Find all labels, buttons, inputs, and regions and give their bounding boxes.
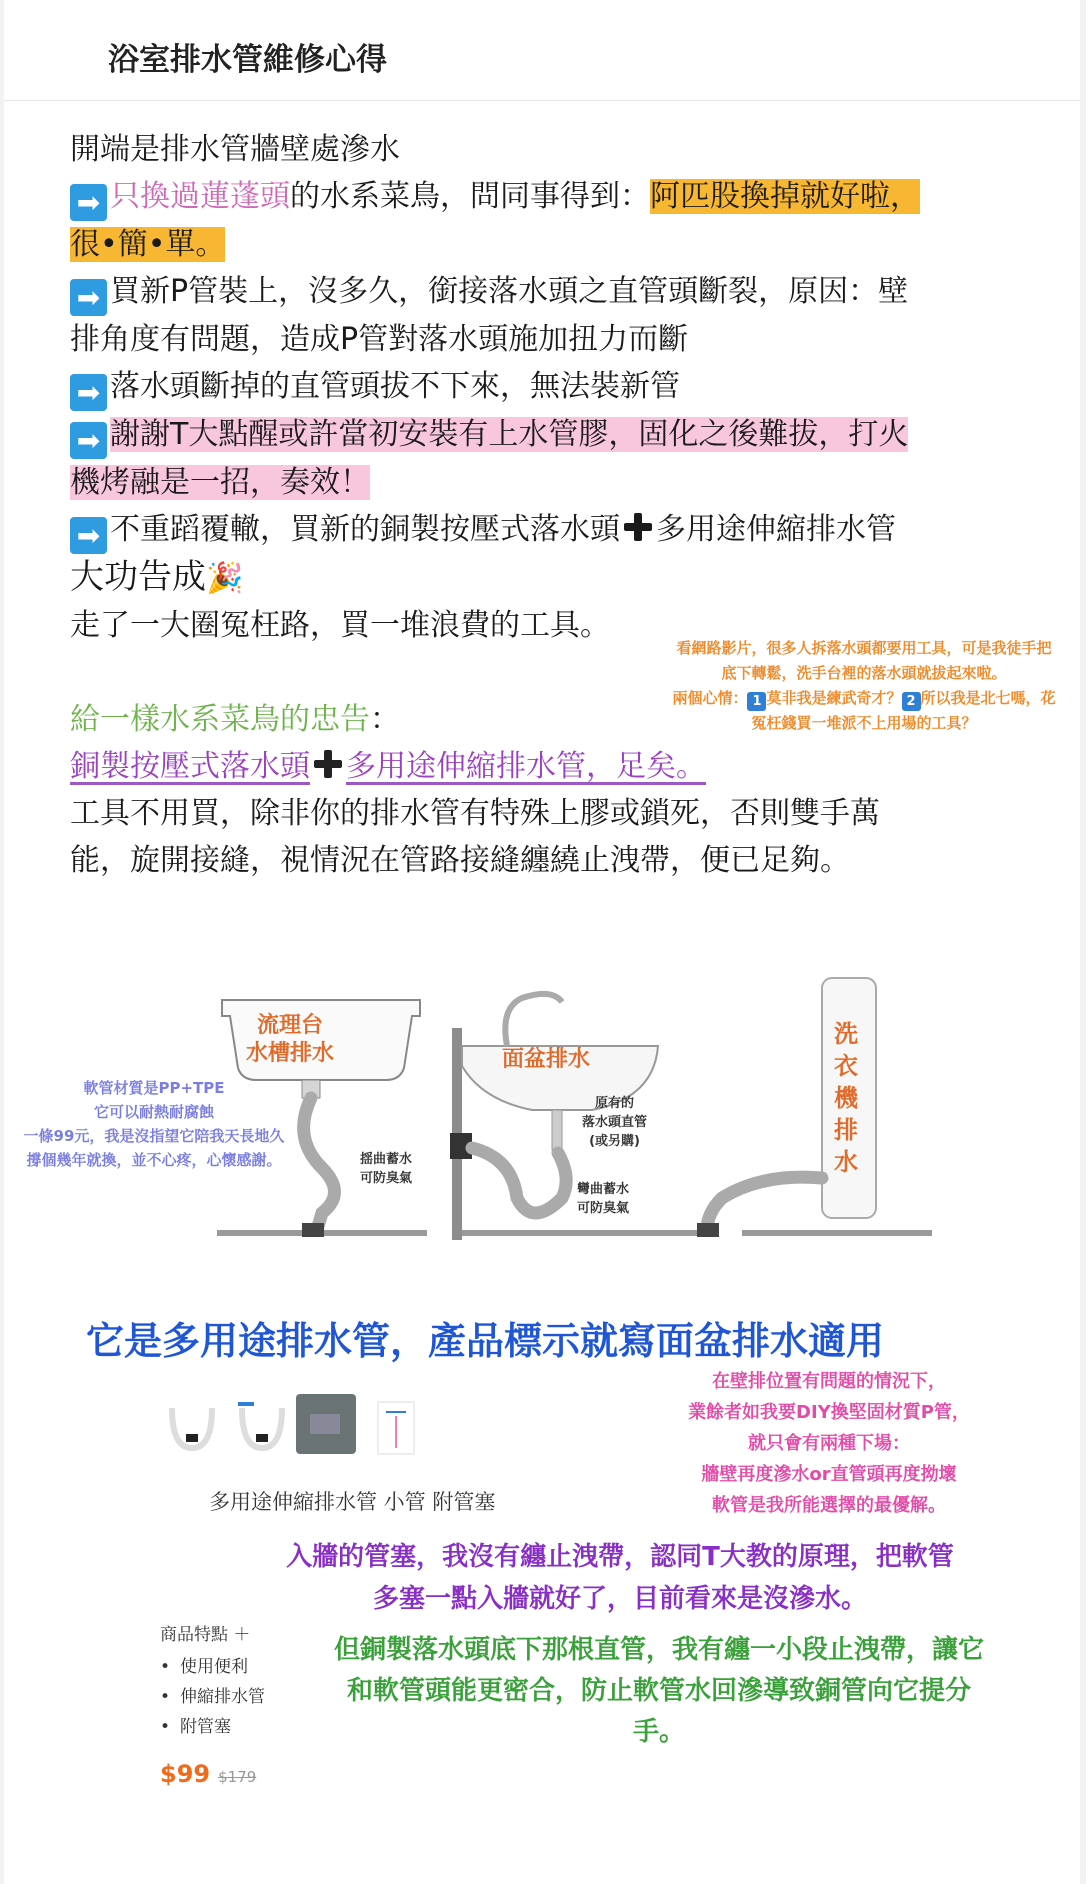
- feature-item: • 附管塞: [160, 1712, 265, 1742]
- features-toggle[interactable]: 商品特點 ＋: [160, 1625, 251, 1645]
- note-line: 軟管材質是PP+TPE: [83, 1079, 225, 1097]
- hose-image: [164, 1400, 220, 1456]
- text-line: 多用途伸縮排水管: [656, 512, 896, 547]
- paragraph: [70, 411, 1030, 459]
- text-line: 銅製按壓式落水頭: [70, 749, 310, 784]
- number-one-icon: 1: [747, 692, 766, 711]
- text-line: 買新P管裝上，沒多久，銜接落水頭之直管頭斷裂，原因：壁: [110, 274, 909, 309]
- paragraph: [70, 837, 1030, 884]
- note-line: 在壁排位置有問題的情況下，: [712, 1371, 946, 1392]
- feature-item: • 使用便利: [160, 1652, 265, 1682]
- note-line: 軟管是我所能選擇的最優解。: [712, 1495, 946, 1516]
- product-price: [160, 1760, 256, 1788]
- arrow-right-icon: ➡: [70, 422, 107, 459]
- label-line: 水槽排水: [246, 1041, 335, 1066]
- text-line: 莫非我是練武奇才？: [766, 689, 902, 707]
- paragraph: [70, 316, 1030, 363]
- text-line: 落水頭斷掉的直管頭拔不下來，無法裝新管: [110, 369, 680, 404]
- post-body: [70, 126, 1030, 884]
- note-line: 看網路影片，很多人拆落水頭都要用工具，可是我徒手把: [676, 639, 1052, 657]
- bend-note: [577, 1180, 629, 1218]
- text-highlight-pink: 只換過蓮蓬頭: [110, 179, 290, 214]
- note-line: 彎曲蓄水: [577, 1182, 630, 1197]
- product-thumbnail[interactable]: [234, 1400, 290, 1456]
- post-header: [4, 0, 1080, 101]
- arrow-right-icon: ➡: [70, 184, 107, 221]
- label-line: 流理台: [257, 1013, 324, 1038]
- arrow-right-icon: ➡: [70, 279, 107, 316]
- text-line: 兩個心情：: [672, 689, 748, 707]
- note-line: 入牆的管塞，我沒有纏止洩帶，認同T大教的原理，把軟管: [286, 1542, 954, 1572]
- note-line: (或另購): [589, 1134, 640, 1149]
- note-line: 多塞一點入牆就好了，目前看來是沒滲水。: [372, 1584, 867, 1614]
- text-highlight-orange: 很•簡•單。: [70, 227, 226, 262]
- product-name[interactable]: 多用途伸縮排水管 小管 附管塞: [209, 1490, 496, 1514]
- note-line: 可防臭氣: [360, 1171, 413, 1186]
- text-line: 不重蹈覆轍，買新的銅製按壓式落水頭: [110, 512, 620, 547]
- text-line: 走了一大圈冤枉路，買一堆浪費的工具。: [70, 608, 610, 643]
- text-line: 工具不用買，除非你的排水管有特殊上膠或鎖死，否則雙手萬: [70, 796, 880, 831]
- product-thumbnail[interactable]: [164, 1400, 220, 1456]
- note-line: 原有的: [595, 1096, 635, 1111]
- paragraph: [70, 268, 1030, 316]
- basin-label: 面盆排水: [502, 1047, 591, 1072]
- note-line: 冤枉錢買一堆派不上用場的工具？: [751, 714, 977, 732]
- wall-plug-note: [240, 1536, 1000, 1620]
- advice-title: 給一樣水系菜鳥的忠告: [70, 702, 370, 737]
- paragraph: [70, 459, 1030, 506]
- text-highlight-pink: 謝謝T大點醒或許當初安裝有上水管膠，固化之後難拔，打火: [110, 417, 909, 452]
- text-line: 所以我是北七嗎，花: [920, 689, 1056, 707]
- note-line: 就只會有兩種下場：: [748, 1433, 910, 1454]
- washer-label: 洗衣機排水: [834, 1020, 858, 1176]
- note-line: 底下轉鬆，洗手台裡的落水頭就拔起來啦。: [721, 664, 1007, 682]
- note-line: 但銅製落水頭底下那根直管，我有纏一小段止洩帶，讓它: [333, 1635, 984, 1665]
- note-line: 牆壁再度滲水or直管頭再度拗壞: [701, 1464, 957, 1485]
- seal-tape-note: [314, 1630, 1004, 1753]
- note-line: 手。: [632, 1717, 685, 1747]
- note-line: [644, 686, 1084, 711]
- feature-item: • 伸縮排水管: [160, 1682, 265, 1712]
- product-thumbnail[interactable]: [296, 1394, 356, 1454]
- original-pipe-note: [582, 1094, 647, 1151]
- side-note: [644, 636, 1084, 736]
- text-line: 大功告成: [70, 557, 206, 597]
- text-highlight-pink: 機烤融是一招，奏效！: [70, 465, 370, 500]
- bend-note: [360, 1150, 412, 1188]
- spec-image: [368, 1400, 424, 1456]
- product-thumbnail[interactable]: [368, 1400, 424, 1456]
- plus-icon: [312, 748, 344, 780]
- advice-highlight: [70, 749, 706, 784]
- paragraph: [70, 506, 1030, 554]
- text-line: 能，旋開接縫，視情況在管路接縫纏繞止洩帶，便已足夠。: [70, 843, 850, 878]
- number-two-icon: 2: [902, 692, 921, 711]
- note-line: 它可以耐熱耐腐蝕: [93, 1103, 214, 1121]
- note-line: 撐個幾年就換，並不心疼，心懷感謝。: [26, 1151, 282, 1169]
- package-image: [296, 1394, 356, 1454]
- product-features: [160, 1620, 265, 1742]
- post-title: 浴室排水管維修心得: [108, 42, 387, 78]
- paragraph: [70, 790, 1030, 837]
- sink-label: [246, 1012, 334, 1068]
- reason-note: [644, 1366, 1014, 1521]
- party-popper-icon: 🎉: [206, 561, 244, 596]
- note-line: 業餘者如我要DIY換堅固材質P管，: [688, 1402, 970, 1423]
- text-line: 多用途伸縮排水管，足矣。: [346, 749, 706, 784]
- material-note: [4, 1076, 304, 1172]
- original-price: $179: [218, 1768, 257, 1786]
- text-line: ：: [370, 702, 400, 737]
- note-line: 和軟管頭能更密合，防止軟管水回滲導致銅管向它提分: [346, 1676, 971, 1706]
- paragraph: [70, 173, 1030, 221]
- post-card: [4, 0, 1080, 1884]
- current-price: $99: [160, 1760, 211, 1788]
- note-line: 可防臭氣: [577, 1201, 630, 1216]
- note-line: 一條99元，我是沒指望它陪我天長地久: [23, 1127, 285, 1145]
- paragraph: [70, 363, 1030, 411]
- text-line: 排角度有問題，造成P管對落水頭施加扭力而斷: [70, 322, 689, 357]
- arrow-right-icon: ➡: [70, 517, 107, 554]
- arrow-right-icon: ➡: [70, 374, 107, 411]
- paragraph: [70, 743, 1030, 790]
- product-headline: 它是多用途排水管，產品標示就寫面盆排水適用: [86, 1319, 885, 1363]
- note-line: 落水頭直管: [582, 1115, 648, 1130]
- text-highlight-orange: 阿匹股換掉就好啦，: [650, 179, 920, 214]
- text-line: 開端是排水管牆壁處滲水: [70, 132, 400, 167]
- note-line: 揺曲蓄水: [360, 1152, 413, 1167]
- plus-icon: [622, 511, 654, 543]
- text-line: 的水系菜鳥，問同事得到：: [290, 179, 650, 214]
- hose-image: [234, 1400, 290, 1456]
- paragraph: [70, 554, 1030, 602]
- paragraph: [70, 126, 1030, 173]
- paragraph: [70, 221, 1030, 268]
